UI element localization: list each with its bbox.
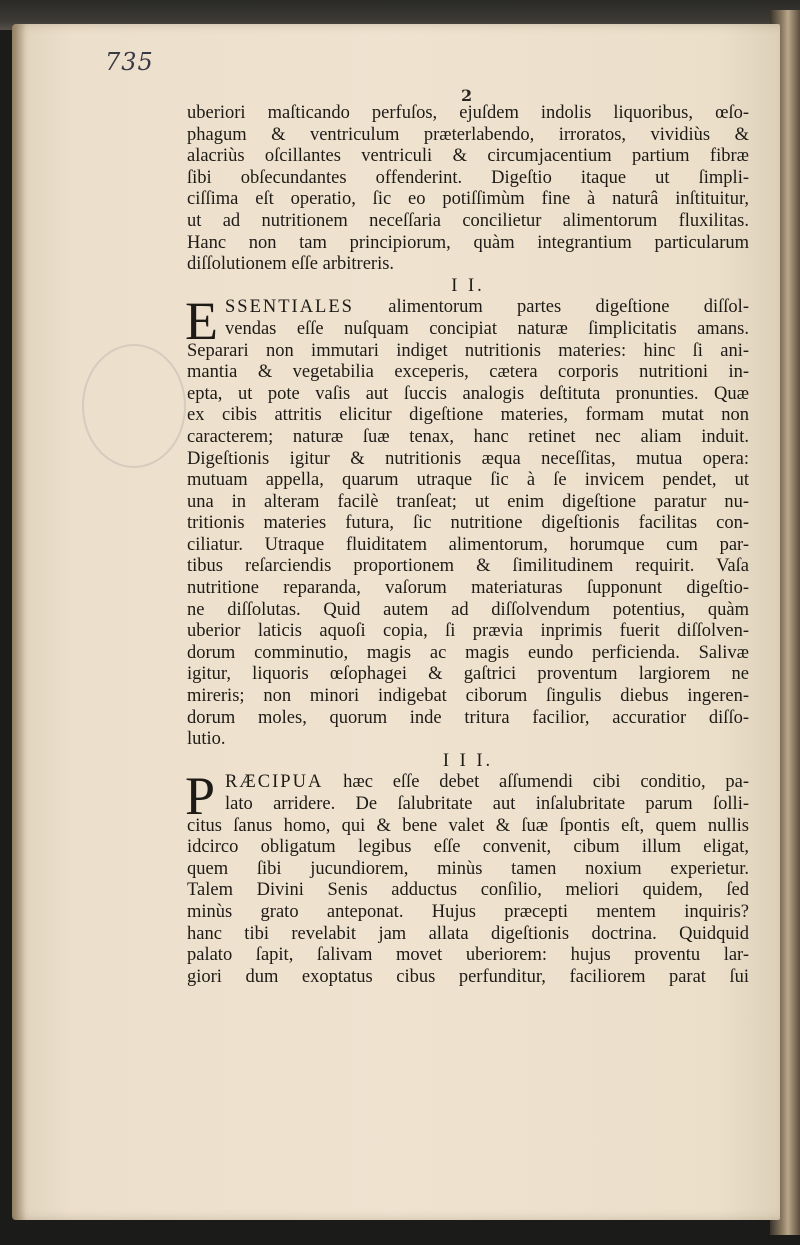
text-line: giori dum exoptatus cibus perfunditur, faciliorem parat ſui (187, 966, 749, 987)
text-line: mantia & vegetabilia exceperis, cætera corporis nutritioni in- (187, 362, 749, 383)
text-line: ne diſſolutas. Quid autem ad diſſolvendum potentius, quàm (187, 599, 749, 620)
handwritten-folio-number: 735 (105, 48, 154, 76)
text-line: quem ſibi jucundiorem, minùs tamen noxium experietur. (187, 858, 749, 879)
text-line: vendas eſſe nuſquam concipiat naturæ ſimplicitatis amans. (225, 318, 749, 339)
text-line: caracterem; naturæ ſuæ tenax, hanc retinet nec aliam induit. (187, 426, 749, 447)
section-heading-2: I I. (451, 275, 485, 296)
text-line-first (187, 297, 749, 319)
text-line: una in alteram facilè tranſeat; ut enim digeſtione paratur nu- (187, 491, 749, 512)
gutter-shadow (12, 24, 26, 1220)
drop-cap-initial: P (185, 766, 216, 827)
text-line: Digeſtionis igitur & nutritionis æqua neceſſitas, mutua opera: (187, 448, 749, 469)
text-line: lutio. (187, 729, 226, 750)
text-line: uberiori maſticando perfuſos, ejuſdem indolis liquoribus, œſo- (187, 103, 749, 123)
text-line: minùs grato anteponat. Hujus præcepti mentem inquiris? (187, 901, 749, 922)
text-line: igitur, liquoris œſophagei & gaſtrici proventum largiorem ne (187, 664, 749, 685)
text-line: Hanc non tam principiorum, quàm integrantium particularum (187, 232, 749, 253)
text-line: dorum moles, quorum inde tritura facilior, accuratior diſſo- (187, 707, 749, 728)
text-line: nutritione reparanda, vaſorum materiaturas ſupponunt digeſtio- (187, 578, 749, 599)
text-line: Separari non immutari indiget nutritionis materies: hinc ſi ani- (187, 340, 749, 361)
first-line-rest: alimentorum partes digeſtione diſſol- (388, 297, 749, 318)
small-caps-opening: RÆCIPUA (225, 772, 324, 793)
text-line: mireris; non minori indigebat ciborum ſingulis diebus ingeren- (187, 686, 749, 707)
text-line: epta, ut pote vaſis aut ſuccis analogis deſtituta pronunties. Quæ (187, 383, 749, 404)
text-line: mutuam appella, quarum utraque ſic à ſe invicem pendet, ut (187, 470, 749, 491)
small-caps-opening: SSENTIALES (225, 297, 354, 318)
text-line: ex cibis attritis elicitur digeſtione materies, formam mutat non (187, 405, 749, 426)
section-3 (185, 766, 750, 988)
text-line: idcirco obligatum legibus eſſe convenit, cibum illum eligat, (187, 837, 749, 858)
text-line-first (187, 772, 749, 794)
text-line: tritionis materies futura, ſic nutritione digeſtionis facilitas con- (187, 513, 749, 534)
text-line: dorum comminutio, magis ac magis eundo perficienda. Salivæ (187, 642, 749, 663)
drop-cap-initial: E (185, 291, 218, 352)
text-line: uberior laticis aquoſi copia, ſi prævia inprimis fuerit diſſolven- (187, 621, 749, 642)
text-line: palato ſapit, ſalivam movet uberiorem: hujus proventu lar- (187, 945, 749, 966)
text-line: ciſſima eſt operatio, ſic eo potiſſimùm fine à naturâ inſtituitur, (187, 189, 749, 210)
text-line: diſſolutionem eſſe arbitreris. (187, 254, 395, 275)
text-line: lato arridere. De ſalubritate aut inſalubritate parum ſolli- (225, 794, 749, 814)
text-line: tibus reſarciendis proportionem & ſimilitudinem requirit. Vaſa (187, 556, 749, 577)
text-line: Talem Divini Senis adductus conſilio, meliori quidem, ſed (187, 880, 749, 901)
text-line: hanc tibi revelabit jam allata digeſtionis doctrina. Quidquid (187, 923, 749, 944)
page-text (187, 103, 749, 988)
first-line-rest: hæc eſſe debet aſſumendi cibi conditio, pa- (343, 772, 750, 793)
section-2 (185, 291, 749, 750)
paragraph-continuation (187, 103, 749, 276)
faded-library-stamp (82, 344, 186, 468)
text-line: alacriùs oſcillantes ventriculi & circumjacentium partium fibræ (187, 146, 749, 167)
text-line: phagum & ventriculum præterlabendo, irroratos, vividiùs & (187, 124, 749, 145)
text-line: ut ad nutritionem neceſſaria concilietur alimentorum fluxilitas. (187, 210, 749, 231)
text-line: ciliatur. Utraque fluiditatem alimentorum, horumque cum par- (187, 534, 749, 555)
text-line: citus ſanus homo, qui & bene valet & ſuæ ſpontis eſt, quem nullis (187, 815, 749, 836)
signature-mark: 2 (461, 86, 473, 105)
text-line: ſibi obſecundantes offenderint. Digeſtio itaque ut ſimpli- (187, 167, 749, 188)
section-heading-3: I I I. (442, 750, 494, 771)
